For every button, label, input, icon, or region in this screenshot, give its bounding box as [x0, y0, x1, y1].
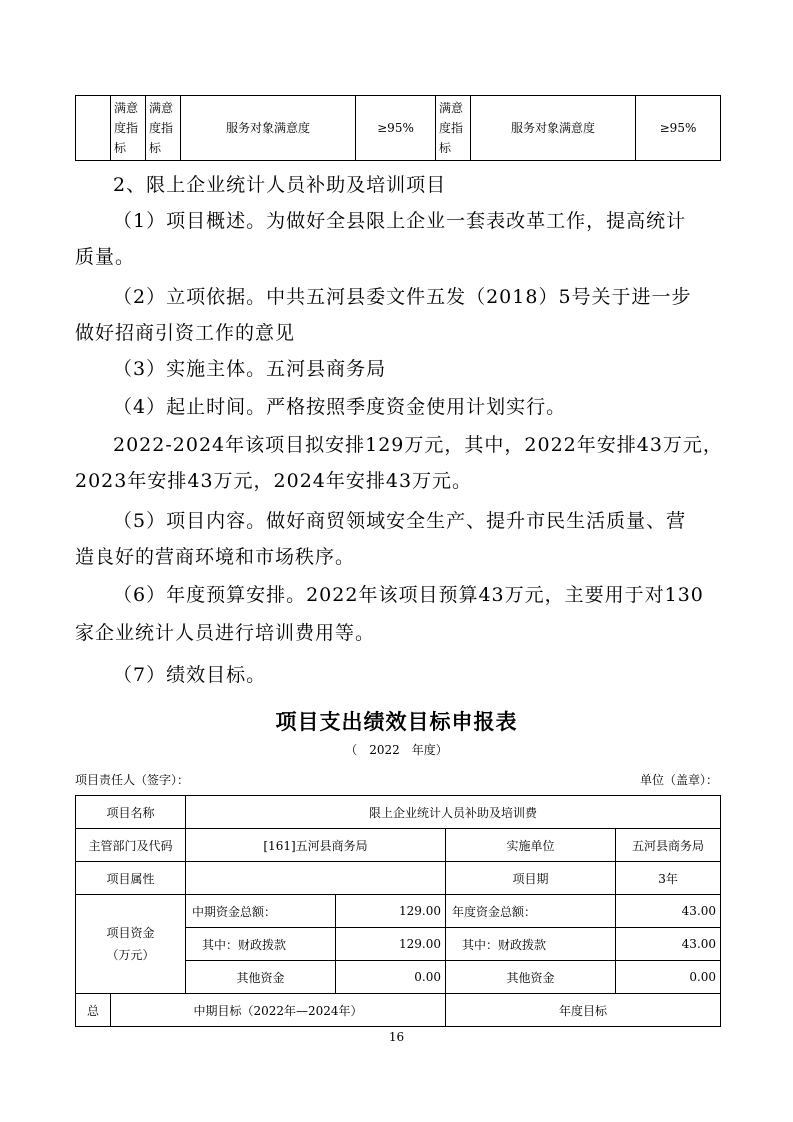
top-indicator-table [75, 95, 721, 161]
paragraph-period: （4）起止时间。严格按照季度资金使用计划实行。 [113, 396, 567, 418]
performance-target-form [75, 795, 721, 1027]
period-value: 3年 [616, 862, 721, 895]
paragraph-budget-line2: 家企业统计人员进行培训费用等。 [75, 622, 376, 644]
annual-total-value: 43.00 [616, 895, 721, 928]
paragraph-entity: （3）实施主体。五河县商务局 [113, 358, 387, 380]
indicator-name-cell-b: 服务对象满意度 [471, 96, 636, 161]
funds-label-line1: 项目资金 [106, 926, 155, 940]
section-heading: 2、限上企业统计人员补助及培训项目 [113, 174, 447, 196]
level3-indicator-cell-b: 满意度指标 [436, 96, 471, 161]
indicator-name-cell: 服务对象满意度 [181, 96, 356, 161]
page-number: 16 [388, 1030, 405, 1044]
table-row [76, 829, 721, 862]
funds-label-line2: （万元） [106, 948, 155, 962]
paragraph-funding-line1: 2022-2024年该项目拟安排129万元，其中，2022年安排43万元， [113, 434, 723, 456]
annual-fiscal-label: 其中：财政拨款 [446, 928, 616, 961]
annual-goal-label: 年度目标 [446, 994, 721, 1027]
paragraph-content-line2: 造良好的营商环境和市场秩序。 [75, 546, 356, 568]
table-row [76, 895, 721, 928]
impl-unit-label: 实施单位 [446, 829, 616, 862]
paragraph-overview-line1: （1）项目概述。为做好全县限上企业一套表改革工作，提高统计 [113, 210, 687, 232]
annual-fiscal-value: 43.00 [616, 928, 721, 961]
attr-value [186, 862, 446, 895]
paragraph-goal: （7）绩效目标。 [113, 664, 267, 686]
table-cell [76, 96, 111, 161]
paragraph-content-line1: （5）项目内容。做好商贸领域安全生产、提升市民生活质量、营 [113, 510, 687, 532]
dept-value: [161]五河县商务局 [186, 829, 446, 862]
form-year: （ 2022 年度） [345, 743, 448, 757]
paragraph-overview-line2: 质量。 [75, 246, 136, 268]
paragraph-basis-line1: （2）立项依据。中共五河县委文件五发（2018）5号关于进一步 [113, 286, 692, 308]
level3-indicator-cell: 满意度指标 [146, 96, 181, 161]
table-row [76, 796, 721, 829]
annual-other-value: 0.00 [616, 961, 721, 994]
mid-goal-label: 中期目标（2022年—2024年） [111, 994, 446, 1027]
dept-label: 主管部门及代码 [76, 829, 186, 862]
unit-seal-label: 单位（盖章）： [639, 773, 718, 787]
indicator-value-cell: ≥95% [356, 96, 436, 161]
table-row [76, 862, 721, 895]
paragraph-funding-line2: 2023年安排43万元，2024年安排43万元。 [75, 470, 473, 492]
period-label: 项目期 [446, 862, 616, 895]
impl-unit-value: 五河县商务局 [616, 829, 721, 862]
funds-label [76, 895, 186, 994]
table-row [76, 96, 721, 161]
attr-label: 项目属性 [76, 862, 186, 895]
table-row [76, 994, 721, 1027]
mid-total-label: 中期资金总额： [186, 895, 336, 928]
indicator-value-cell-b: ≥95% [636, 96, 721, 161]
paragraph-basis-line2: 做好招商引资工作的意见 [75, 322, 296, 344]
mid-fiscal-label: 其中：财政拨款 [186, 928, 336, 961]
mid-total-value: 129.00 [336, 895, 446, 928]
mid-fiscal-value: 129.00 [336, 928, 446, 961]
project-name-label: 项目名称 [76, 796, 186, 829]
responsible-person-label: 项目责任人（签字）： [75, 773, 190, 787]
paragraph-budget-line1: （6）年度预算安排。2022年该项目预算43万元，主要用于对130 [113, 584, 704, 606]
project-name-value: 限上企业统计人员补助及培训费 [186, 796, 721, 829]
mid-other-label: 其他资金 [186, 961, 336, 994]
goal-col-label: 总 [76, 994, 111, 1027]
annual-total-label: 年度资金总额： [446, 895, 616, 928]
mid-other-value: 0.00 [336, 961, 446, 994]
form-title: 项目支出绩效目标申报表 [275, 710, 518, 734]
level2-indicator-cell: 满意度指标 [111, 96, 146, 161]
annual-other-label: 其他资金 [446, 961, 616, 994]
